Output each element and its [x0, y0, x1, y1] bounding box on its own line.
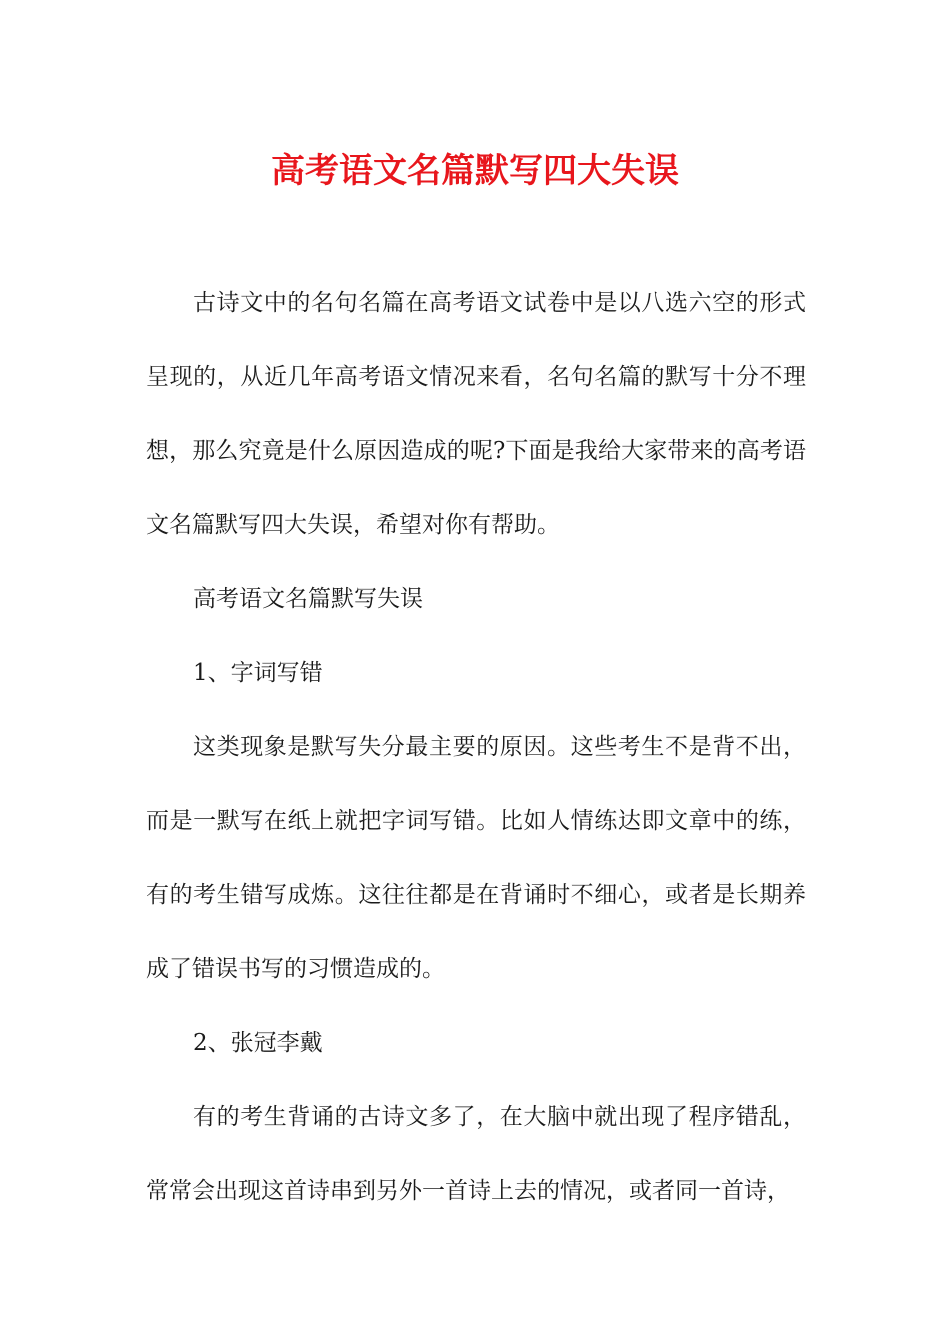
paragraph-2: 有的考生背诵的古诗文多了，在大脑中就出现了程序错乱，常常会出现这首诗串到另外一首诗上去的情况，或者同一首诗， — [146, 1104, 806, 1204]
paragraph-1: 这类现象是默写失分最主要的原因。这些考生不是背不出，而是一默写在纸上就把字词写错。比如人情练达即文章中的练，有的考生错写成炼。这往往都是在背诵时不细心，或者是长期养成了错误书写的习惯造成的。 — [146, 734, 806, 982]
section-heading: 高考语文名篇默写失误 — [193, 586, 423, 612]
document-body — [146, 266, 806, 1228]
subheading-2: 2、张冠李戴 — [193, 1030, 323, 1056]
document-title: 高考语文名篇默写四大失误 — [271, 151, 679, 191]
subheading-1: 1、字词写错 — [193, 660, 323, 686]
paragraph-intro: 古诗文中的名句名篇在高考语文试卷中是以八选六空的形式呈现的，从近几年高考语文情况来看，名句名篇的默写十分不理想，那么究竟是什么原因造成的呢?下面是我给大家带来的高考语文名篇默写四大失误，希望对你有帮助。 — [146, 290, 806, 538]
